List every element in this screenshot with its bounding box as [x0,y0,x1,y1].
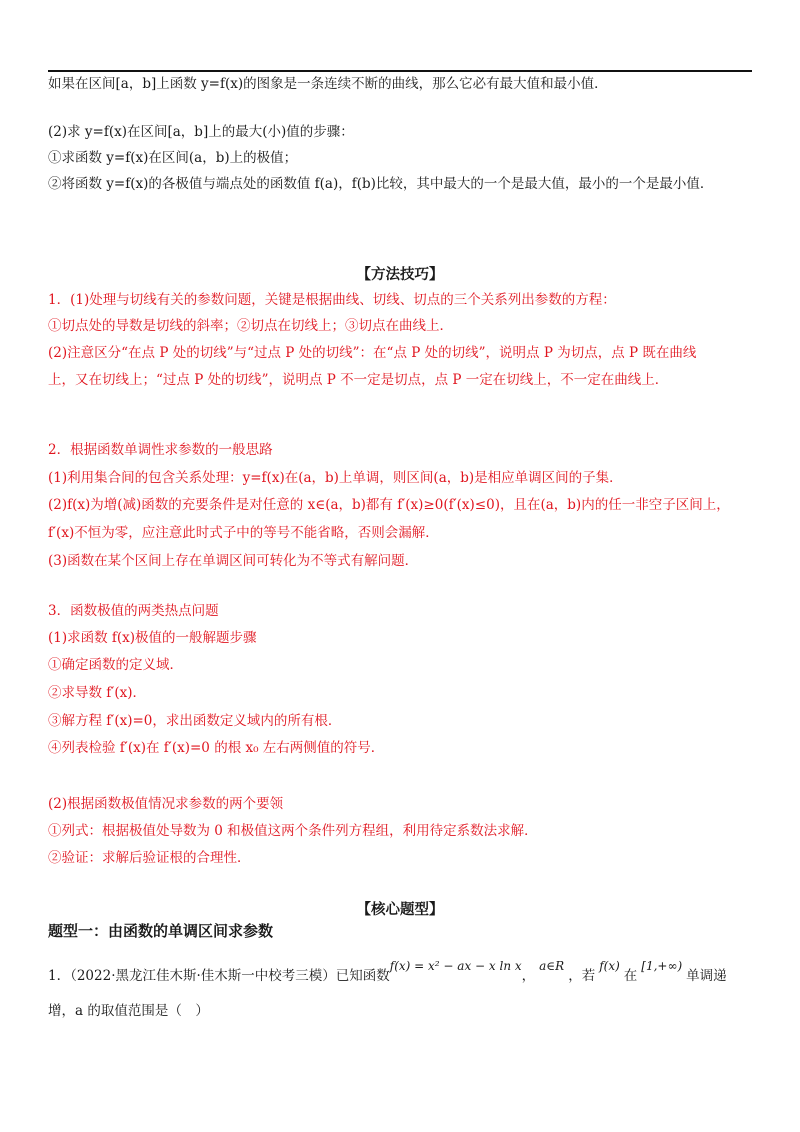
intro-line-4: ②将函数 y=f(x)的各极值与端点处的函数值 f(a)，f(b)比较，其中最大的一个是最大值，最小的一个是最小值． [48,176,714,192]
method-heading: 【方法技巧】 [356,266,444,283]
question-1-prefix: 1．（2022·黑龙江佳木斯·佳木斯一中校考三模）已知函数 [48,968,390,984]
question-1-sep-3: 在 [623,968,638,984]
question-1-formula: f(x) = x² − ax − x ln x [389,959,522,973]
question-1-suffix: 单调递 [686,968,727,984]
method-p1-line-1: 1．(1)处理与切线有关的参数问题，关键是根据曲线、切线、切点的三个关系列出参数的方程： [48,292,616,308]
intro-line-1: 如果在区间[a，b]上函数 y=f(x)的图象是一条连续不断的曲线，那么它必有最大值和最小值． [48,76,608,92]
method-p1-line-4: 上，又在切线上；“过点 P 处的切线”，说明点 P 不一定是切点，点 P 一定在切线上，不一定在曲线上． [48,372,669,388]
question-1-fx: f(x) [599,959,620,973]
method-p2-line-4: f′(x)不恒为零，应注意此时式子中的等号不能省略，否则会漏解． [48,525,439,541]
method-p2-line-3: (2)f(x)为增(减)函数的充要条件是对任意的 x∈(a，b)都有 f′(x)≥0(f′(x)≤0)，且在(a，b)内的任一非空子区间上， [48,497,730,513]
method-p4-line-3: ②验证：求解后验证根的合理性． [48,850,251,866]
question-1-sep-2: ，若 [568,968,596,984]
question-1-interval: [1,+∞) [641,959,683,973]
question-1-sep-1: ， [521,968,536,984]
method-p3-line-1: 3．函数极值的两类热点问题 [48,603,219,619]
intro-line-3: ①求函数 y=f(x)在区间(a，b)上的极值； [48,150,298,166]
method-p2-line-2: (1)利用集合间的包含关系处理：y=f(x)在(a，b)上单调，则区间(a，b)是相应单调区间的子集． [48,470,623,486]
method-p4-line-1: (2)根据函数极值情况求参数的两个要领 [48,796,284,812]
method-p3-line-5: ③解方程 f′(x)=0，求出函数定义域内的所有根． [48,713,342,729]
core-heading: 【核心题型】 [356,901,444,918]
method-p3-line-6: ④列表检验 f′(x)在 f′(x)=0 的根 x₀ 左右两侧值的符号． [48,740,385,756]
intro-line-2: (2)求 y=f(x)在区间[a，b]上的最大(小)值的步骤： [48,124,354,140]
method-p3-line-2: (1)求函数 f(x)极值的一般解题步骤 [48,630,257,646]
question-1-line-2: 增，a 的取值范围是（ ） [48,1003,209,1019]
type1-title: 题型一：由函数的单调区间求参数 [48,922,274,940]
method-p1-line-3: (2)注意区分“在点 P 处的切线”与“过点 P 处的切线”：在“点 P 处的切线”，说明点 P 为切点，点 P 既在曲线 [48,345,697,361]
method-p2-line-5: (3)函数在某个区间上存在单调区间可转化为不等式有解问题． [48,553,419,569]
method-p1-line-2: ①切点处的导数是切线的斜率；②切点在切线上；③切点在曲线上． [48,318,453,334]
method-p4-line-2: ①列式：根据极值处导数为 0 和极值这两个条件列方程组，利用待定系数法求解． [48,823,538,839]
method-p3-line-4: ②求导数 f′(x)． [48,685,147,701]
question-1-condition: a∈R [539,959,565,973]
method-p2-line-1: 2．根据函数单调性求参数的一般思路 [48,442,273,458]
method-p3-line-3: ①确定函数的定义域． [48,657,183,673]
question-1-line-1 [48,959,758,989]
